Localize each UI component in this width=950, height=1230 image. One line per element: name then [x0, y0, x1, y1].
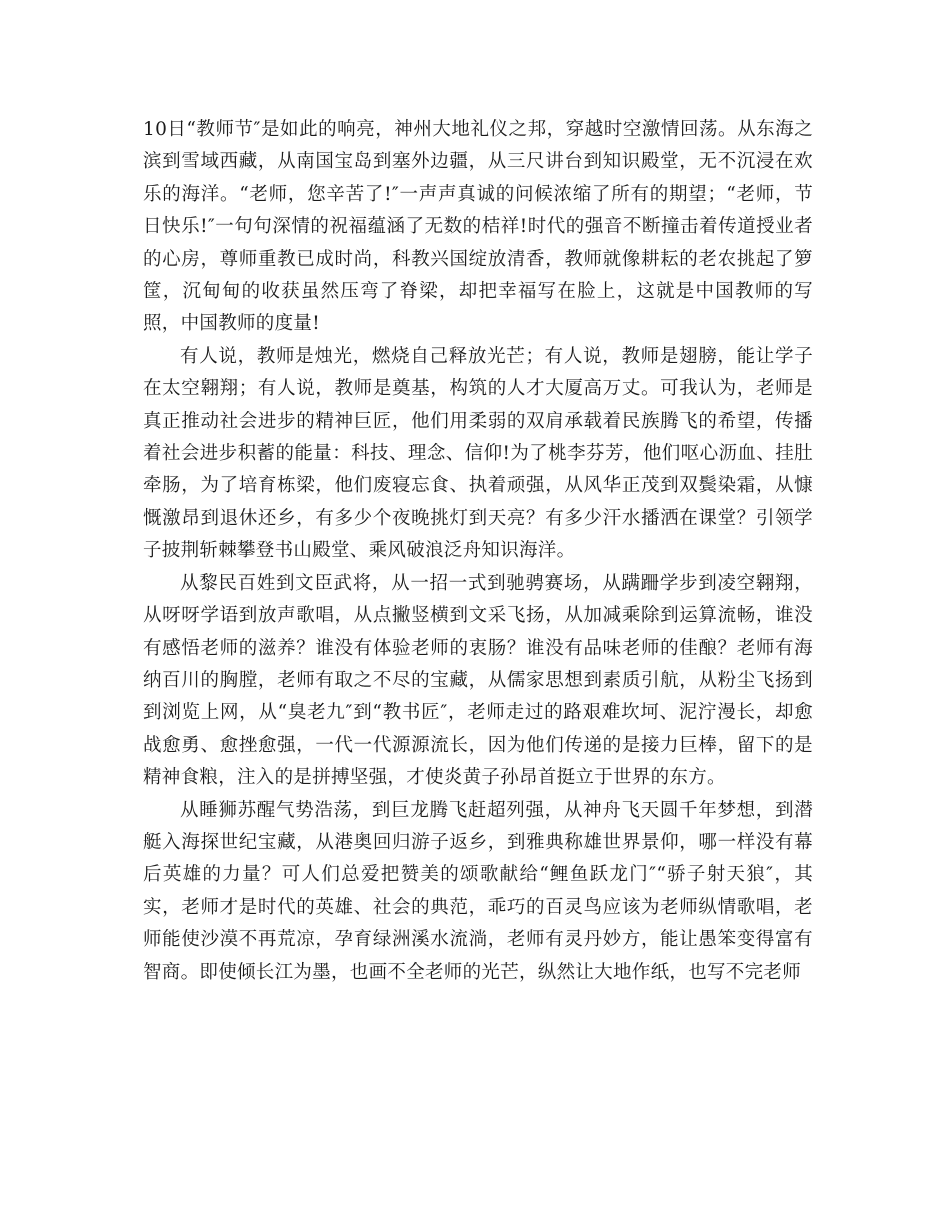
paragraph-3: 从黎民百姓到文臣武将，从一招一式到驰骋赛场，从蹒跚学步到凌空翱翔，从呀呀学语到放声歌唱，从点撇竖横到文采飞扬，从加减乘除到运算流畅，谁没有感悟老师的滋养？谁没有体验老师的衷肠？谁没有品味老师的佳酿？老师有海纳百川的胸膛，老师有取之不尽的宝藏，从儒家思想到素质引航，从粉尘飞扬到到浏览上网，从“臭老九″到“教书匠″，老师走过的路艰难坎坷、泥泞漫长，却愈战愈勇、愈挫愈强，一代一代源源流长，因为他们传递的是接力巨棒，留下的是精神食粮，注入的是拼搏坚强，才使炎黄子孙昂首挺立于世界的东方。 [143, 572, 813, 789]
paragraph-1: 10日“教师节″是如此的响亮，神州大地礼仪之邦，穿越时空激情回荡。从东海之滨到雪域西藏，从南国宝岛到塞外边疆，从三尺讲台到知识殿堂，无不沉浸在欢乐的海洋。“老师，您辛苦了!″一声声真诚的问候浓缩了所有的期望；“老师，节日快乐!″一句句深情的祝福蕴涵了无数的桔祥!时代的强音不断撞击着传道授业者的心房，尊师重教已成时尚，科教兴国绽放清香，教师就像耕耘的老农挑起了箩筐，沉甸甸的收获虽然压弯了脊梁，却把幸福写在脸上，这就是中国教师的写照，中国教师的度量! [143, 119, 813, 335]
paragraph-2: 有人说，教师是烛光，燃烧自己释放光芒；有人说，教师是翅膀，能让学子在太空翱翔；有人说，教师是奠基，构筑的人才大厦高万丈。可我认为，老师是真正推动社会进步的精神巨匠，他们用柔弱的双肩承载着民族腾飞的希望，传播着社会进步积蓄的能量：科技、理念、信仰!为了桃李芬芳，他们呕心沥血、挂肚牵肠，为了培育栋梁，他们废寝忘食、执着顽强，从风华正茂到双鬓染霜，从慷慨激昂到退休还乡，有多少个夜晚挑灯到天亮？有多少汗水播洒在课堂？引领学子披荆斩棘攀登书山殿堂、乘风破浪泛舟知识海洋。 [143, 345, 813, 562]
paragraph-4: 从睡狮苏醒气势浩荡，到巨龙腾飞赶超列强，从神舟飞天圆千年梦想，到潜艇入海探世纪宝藏，从港奥回归游子返乡，到雅典称雄世界景仰，哪一样没有幕后英雄的力量？可人们总爱把赞美的颂歌献给“鲤鱼跃龙门″“骄子射天狼″，其实，老师才是时代的英雄、社会的典范，乖巧的百灵鸟应该为老师纵情歌唱，老师能使沙漠不再荒凉，孕育绿洲溪水流淌，老师有灵丹妙方，能让愚笨变得富有智商。即使倾长江为墨，也画不全老师的光芒，纵然让大地作纸，也写不完老师 [143, 799, 813, 983]
article-body [143, 114, 813, 989]
